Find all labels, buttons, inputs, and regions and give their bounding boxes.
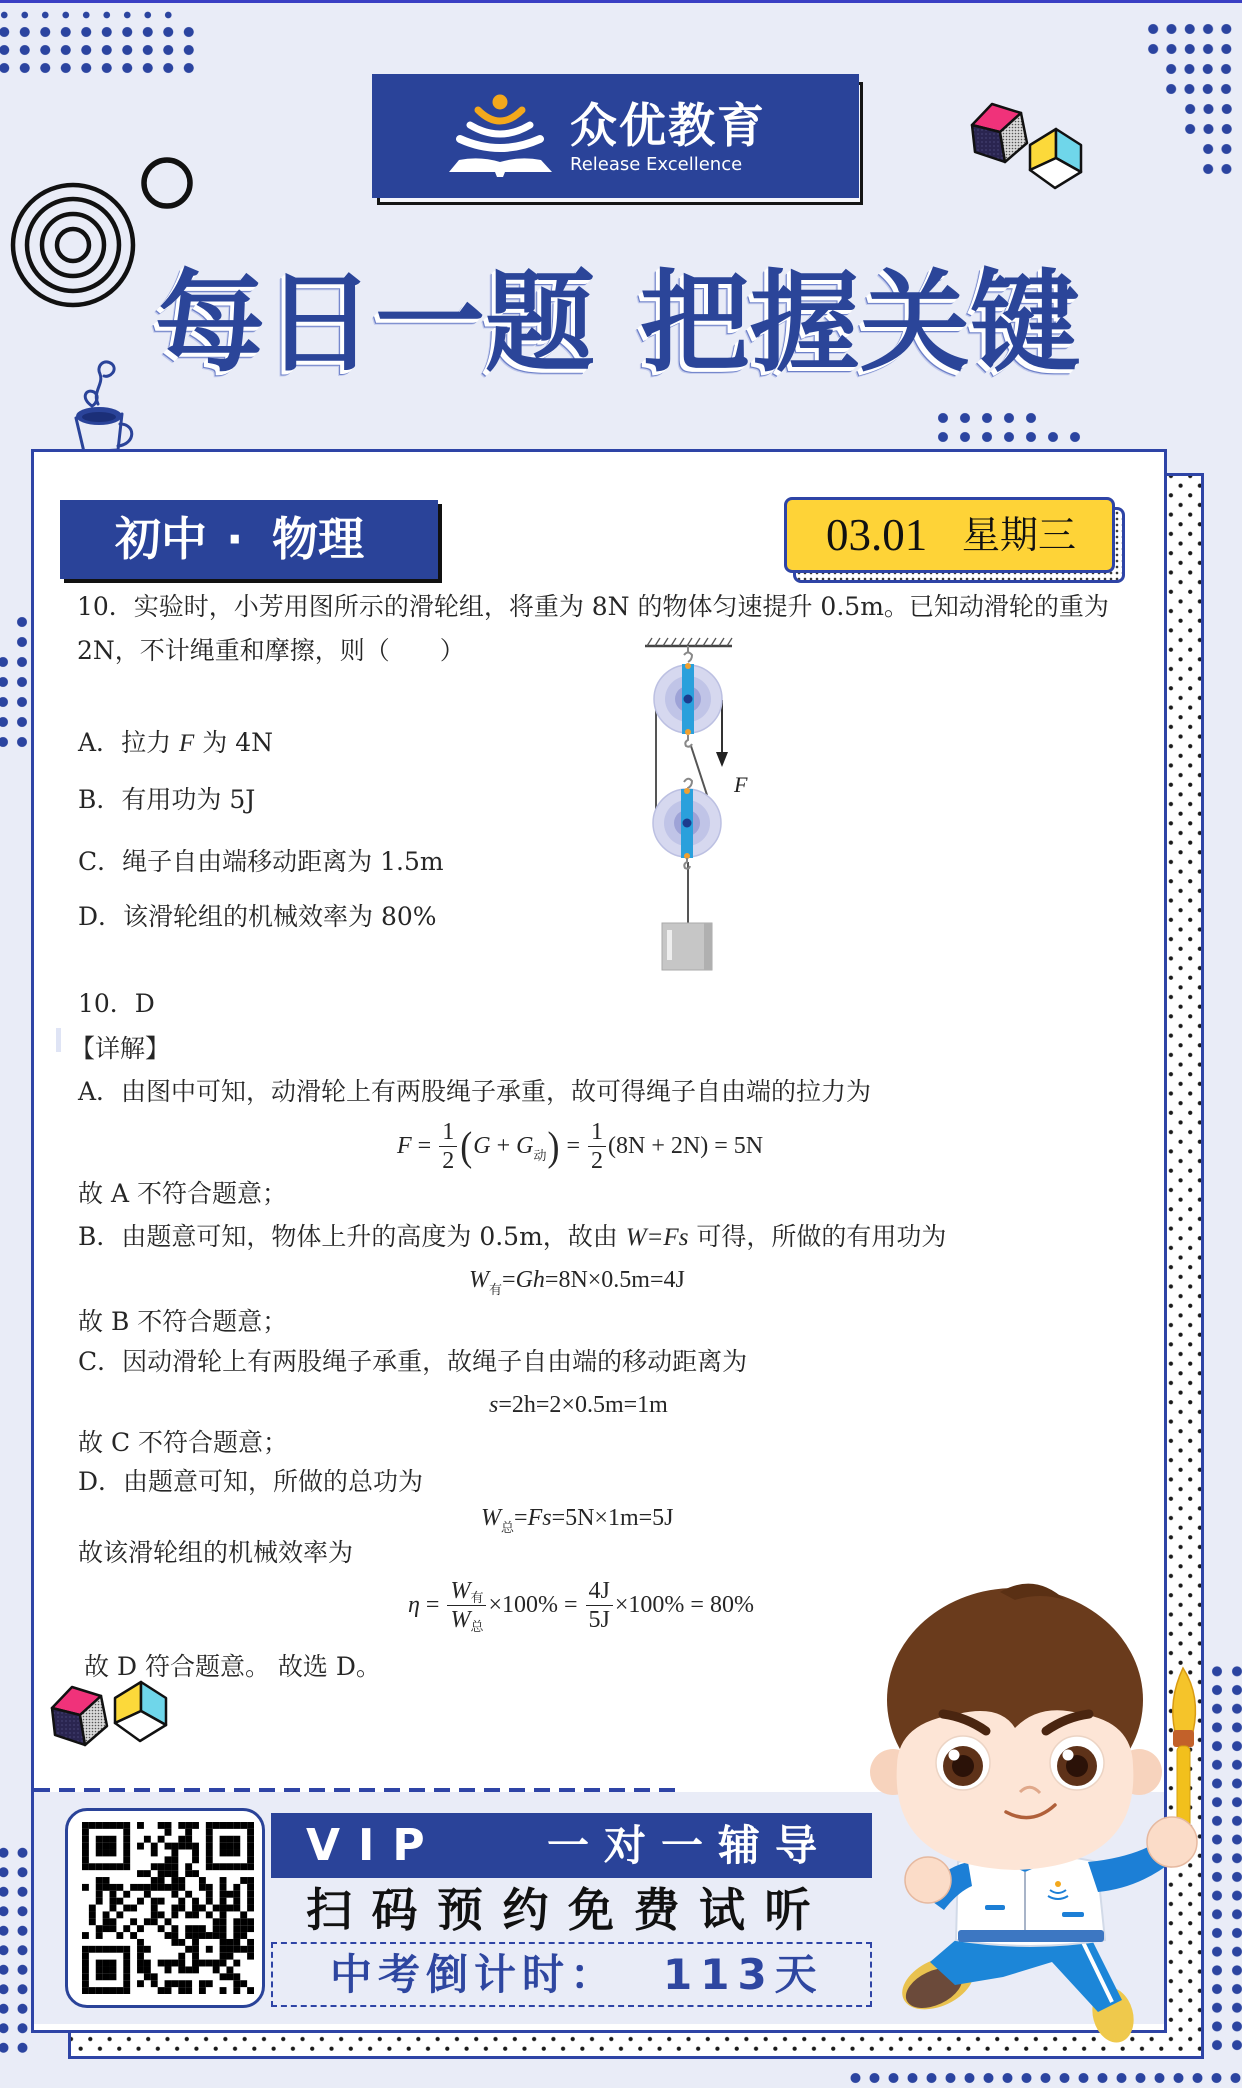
option-letter: D． xyxy=(78,902,124,931)
dashed-divider xyxy=(34,1788,681,1792)
date-value: 03.01 xyxy=(826,510,928,560)
formula-expression: =8N×0.5m=4J xyxy=(544,1266,685,1293)
fraction xyxy=(586,1579,613,1632)
option-letter: C． xyxy=(78,847,123,876)
pulley-diagram xyxy=(635,630,765,980)
weekday-value: 星期三 xyxy=(962,513,1077,557)
explanation-text: B．由题意可知，物体上升的高度为 0.5m，故由 xyxy=(78,1222,626,1251)
conclusion-b: 故 B 不符合题意； xyxy=(78,1307,288,1336)
formula-result: ×100% = 80% xyxy=(614,1591,754,1618)
question-stem-line-2: 2N，不计绳重和摩擦，则（ ） xyxy=(77,636,465,665)
formula-expression: =2h=2×0.5m=1m xyxy=(498,1391,668,1418)
denominator: 5J xyxy=(588,1606,610,1633)
fixed-pulley xyxy=(654,663,722,747)
option-a xyxy=(78,728,273,759)
movable-pulley xyxy=(653,779,721,869)
numerator: 1 xyxy=(439,1120,457,1147)
dot-pattern-bottom xyxy=(846,2068,1242,2088)
subscript: 有 xyxy=(489,1282,503,1298)
qr-code xyxy=(65,1808,265,2008)
option-letter: B． xyxy=(78,785,122,814)
option-c xyxy=(78,847,444,877)
dot-pattern-top-left xyxy=(0,7,179,23)
formula-efficiency xyxy=(408,1577,754,1633)
subscript: 总 xyxy=(470,1619,484,1635)
denominator: 2 xyxy=(442,1147,455,1174)
subject-name: 物理 xyxy=(272,512,364,566)
explanation-a: A．由图中可知，动滑轮上有两股绳子承重，故可得绳子自由端的拉力为 xyxy=(78,1077,872,1106)
numerator: 4J xyxy=(586,1579,613,1606)
formula-expression: ×100% = xyxy=(488,1591,578,1618)
vip-banner xyxy=(271,1813,872,1878)
dot-pattern-under-title xyxy=(932,409,1042,427)
dot-pattern-top-left xyxy=(0,23,196,77)
final-conclusion: 故 D 符合题意。 故选 D。 xyxy=(84,1652,381,1681)
inline-formula: W=Fs xyxy=(625,1224,689,1251)
paren: ( xyxy=(460,1123,473,1169)
dot-pattern-under-title xyxy=(932,428,1086,446)
formula-symbol: Gh xyxy=(515,1266,545,1293)
formula-symbol: F xyxy=(397,1132,412,1159)
numerator: 1 xyxy=(588,1120,606,1147)
brand-slogan-en: Release Excellence xyxy=(570,154,743,175)
brand-logo xyxy=(372,74,859,198)
scan-mark xyxy=(56,1028,61,1052)
dot-pattern-top-right xyxy=(1199,159,1236,179)
conclusion-a: 故 A 不符合题意； xyxy=(78,1179,287,1208)
dot-pattern-top-right xyxy=(1181,119,1236,139)
isometric-cubes-icon xyxy=(48,1678,178,1750)
coffee-cup-icon xyxy=(55,350,150,455)
logo-icon xyxy=(445,90,555,180)
dot-pattern-top-right xyxy=(1199,139,1236,159)
formula-symbol: Fs xyxy=(527,1504,552,1531)
formula-symbol: W xyxy=(481,1504,501,1531)
option-text: 有用功为 5J xyxy=(121,785,256,814)
question-stem-line-1: 10．实验时，小芳用图所示的滑轮组，将重为 8N 的物体匀速提升 0.5m。已知动滑轮的重为 xyxy=(77,592,1109,621)
denominator xyxy=(450,1606,484,1635)
headline-right: 把握关键 xyxy=(640,259,1080,387)
explanation-text: 可得，所做的有用功为 xyxy=(688,1222,947,1251)
explanation-c: C．因动滑轮上有两股绳子承重，故绳子自由端的移动距离为 xyxy=(78,1347,748,1376)
formula-useful-work xyxy=(469,1265,685,1298)
dot-pattern-top-right xyxy=(1162,79,1235,99)
option-text: 为 4N xyxy=(194,728,273,757)
option-text: 拉力 xyxy=(121,728,180,757)
formula-distance xyxy=(489,1390,668,1420)
top-border-line xyxy=(0,0,1242,3)
exam-countdown xyxy=(271,1942,872,2007)
answer-key: 10．D xyxy=(78,989,155,1018)
formula-symbol: W xyxy=(469,1266,489,1293)
plus-sign: + xyxy=(496,1132,511,1159)
formula-force xyxy=(397,1118,763,1174)
countdown-value: 113天 xyxy=(663,1950,825,1999)
subscript: 有 xyxy=(470,1590,484,1606)
formula-symbol: W xyxy=(450,1577,471,1604)
dot-pattern-left xyxy=(0,652,13,752)
formula-symbol: s xyxy=(489,1391,499,1418)
fraction xyxy=(447,1577,486,1635)
mascot-icon xyxy=(868,1583,1213,2048)
equals-sign: = xyxy=(514,1504,528,1531)
subscript: 动 xyxy=(533,1148,547,1164)
explanation-d: D．由题意可知，所做的总功为 xyxy=(78,1467,424,1496)
equals-sign: = xyxy=(425,1591,440,1618)
option-variable: F xyxy=(179,730,195,757)
subject-level: 初中 xyxy=(115,512,207,566)
equals-sign: = xyxy=(502,1266,516,1293)
qr-code-pattern xyxy=(82,1822,254,1994)
formula-symbol: G xyxy=(473,1132,491,1159)
formula-result: = 5N xyxy=(714,1132,764,1159)
option-text: 绳子自由端移动距离为 1.5m xyxy=(122,847,444,876)
conclusion-c: 故 C 不符合题意； xyxy=(78,1428,289,1457)
fraction xyxy=(588,1120,606,1173)
dot-pattern-top-right xyxy=(1144,39,1236,59)
formula-symbol: G xyxy=(516,1132,534,1159)
brand-name-cn: 众优教育 xyxy=(570,99,766,154)
cta-text: 扫码预约免费试听 xyxy=(306,1883,830,1937)
option-text: 该滑轮组的机械效率为 80% xyxy=(123,902,437,931)
isometric-cubes-icon xyxy=(960,95,1090,195)
explanation-heading: 【详解】 xyxy=(70,1034,171,1063)
option-letter: A． xyxy=(78,728,122,757)
dot-pattern-top-right xyxy=(1181,99,1236,119)
dot-pattern-left xyxy=(12,612,32,752)
option-d xyxy=(78,902,437,932)
paren: ) xyxy=(547,1123,560,1169)
force-label: F xyxy=(734,772,748,797)
ring-icon xyxy=(144,160,190,206)
formula-expression: =5N×1m=5J xyxy=(551,1504,674,1531)
dot-pattern-top-right xyxy=(1162,59,1235,79)
denominator: 2 xyxy=(591,1147,604,1174)
explanation-efficiency: 故该滑轮组的机械效率为 xyxy=(78,1538,354,1567)
formula-symbol: W xyxy=(450,1606,471,1633)
formula-expression: (8N + 2N) xyxy=(608,1132,709,1159)
subject-separator: · xyxy=(226,512,244,566)
subscript: 总 xyxy=(501,1520,515,1536)
explanation-b xyxy=(78,1222,946,1253)
fraction xyxy=(439,1120,457,1173)
date-badge xyxy=(784,497,1115,573)
dot-pattern-top-right xyxy=(1144,19,1236,39)
vip-label: VIP xyxy=(306,1820,443,1871)
numerator xyxy=(447,1579,486,1606)
headline-left: 每日一题 xyxy=(155,259,595,387)
equals-sign: = xyxy=(417,1132,432,1159)
option-b xyxy=(78,785,255,815)
formula-symbol: η xyxy=(408,1591,420,1618)
subject-label xyxy=(60,500,438,579)
equals-sign: = xyxy=(566,1132,581,1159)
countdown-label: 中考倒计时： xyxy=(330,1950,619,1999)
dot-pattern-bottom-left xyxy=(0,1843,32,2058)
formula-total-work xyxy=(481,1503,674,1536)
service-label: 一对一辅导 xyxy=(547,1821,833,1870)
